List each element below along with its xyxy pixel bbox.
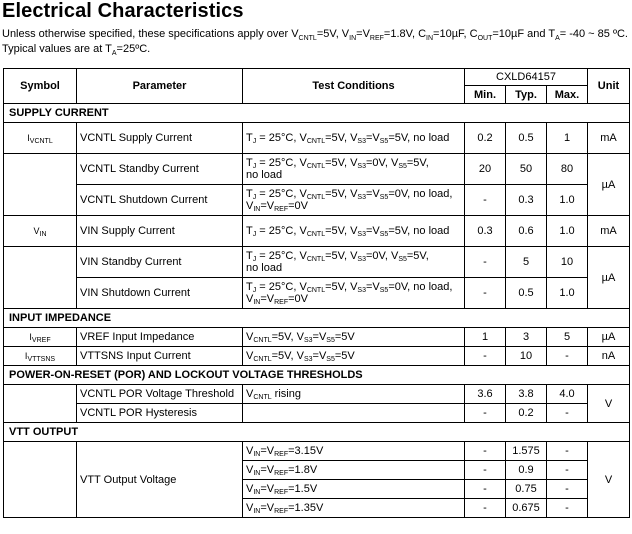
electrical-characteristics-table: [3, 68, 630, 518]
max-cell: -: [547, 347, 588, 366]
param-cell: VCNTL Standby Current: [77, 154, 243, 185]
typ-cell: 0.75: [506, 480, 547, 499]
param-cell: VCNTL POR Hysteresis: [77, 404, 243, 423]
max-cell: -: [547, 442, 588, 461]
typ-cell: 1.575: [506, 442, 547, 461]
min-cell: 20: [465, 154, 506, 185]
max-cell: 1: [547, 123, 588, 154]
unit-cell: V: [588, 385, 630, 423]
page-title: Electrical Characteristics: [2, 0, 244, 22]
max-cell: 1.0: [547, 278, 588, 309]
max-cell: 1.0: [547, 216, 588, 247]
header-max: Max.: [547, 86, 588, 104]
typ-cell: 0.9: [506, 461, 547, 480]
cond-cell: $T_J = 25^\circ C$, $V_{CNTL}=5V$, $V_{S3}=0V$, $V_{S5}=5V$, no load: [243, 247, 465, 278]
header-min: Min.: [465, 86, 506, 104]
param-cell: VCNTL Shutdown Current: [77, 185, 243, 216]
max-cell: -: [547, 480, 588, 499]
header-symbol: Symbol: [4, 69, 77, 104]
cond-cell: $V_{IN}=V_{REF}=1.8V$: [243, 461, 465, 480]
min-cell: -: [465, 247, 506, 278]
symbol-vin: $V_{IN}$: [4, 216, 77, 247]
min-cell: -: [465, 347, 506, 366]
param-cell: VREF Input Impedance: [77, 328, 243, 347]
typ-cell: 0.675: [506, 499, 547, 518]
cond-cell: $V_{IN}=V_{REF}=3.15V$: [243, 442, 465, 461]
cond-cell: $V_{CNTL}=5V$, $V_{S3}=V_{S5}=5V$: [243, 347, 465, 366]
min-cell: -: [465, 480, 506, 499]
table-row: [4, 216, 630, 247]
param-cell: VIN Standby Current: [77, 247, 243, 278]
param-cell: VCNTL Supply Current: [77, 123, 243, 154]
table-row: [4, 247, 630, 278]
min-cell: -: [465, 185, 506, 216]
symbol-empty: [4, 154, 77, 216]
symbol-empty: [4, 442, 77, 518]
typ-cell: 0.2: [506, 404, 547, 423]
unit-cell: µA: [588, 247, 630, 309]
param-cell: VTTSNS Input Current: [77, 347, 243, 366]
max-cell: 4.0: [547, 385, 588, 404]
unit-cell: mA: [588, 216, 630, 247]
cond-cell: $V_{CNTL}=5V$, $V_{S3}=V_{S5}=5V$: [243, 328, 465, 347]
param-cell: VCNTL POR Voltage Threshold: [77, 385, 243, 404]
max-cell: -: [547, 461, 588, 480]
header-part-number: CXLD64157: [465, 69, 588, 86]
typ-cell: 0.6: [506, 216, 547, 247]
min-cell: 0.2: [465, 123, 506, 154]
typ-cell: 0.5: [506, 123, 547, 154]
unit-cell: mA: [588, 123, 630, 154]
header-unit: Unit: [588, 69, 630, 104]
cond-cell: $T_J = 25^\circ C$, $V_{CNTL}=5V$, $V_{S3}=V_{S5}=0V$, no load, $V_{IN}=V_{REF}=0V$: [243, 278, 465, 309]
header-test-conditions: Test Conditions: [243, 69, 465, 104]
table-row: [4, 385, 630, 404]
min-cell: -: [465, 461, 506, 480]
param-cell: VIN Supply Current: [77, 216, 243, 247]
max-cell: 10: [547, 247, 588, 278]
typ-cell: 3: [506, 328, 547, 347]
header-typ: Typ.: [506, 86, 547, 104]
min-cell: 0.3: [465, 216, 506, 247]
typ-cell: 0.3: [506, 185, 547, 216]
typ-cell: 50: [506, 154, 547, 185]
max-cell: 1.0: [547, 185, 588, 216]
table-row: [4, 442, 630, 461]
cond-cell: $V_{IN}=V_{REF}=1.5V$: [243, 480, 465, 499]
table-row: [4, 123, 630, 154]
cond-cell: $T_J = 25^\circ C$, $V_{CNTL}=5V$, $V_{S3}=V_{S5}=5V$, no load: [243, 216, 465, 247]
unit-cell: nA: [588, 347, 630, 366]
header-parameter: Parameter: [77, 69, 243, 104]
section-input-impedance: INPUT IMPEDANCE: [4, 309, 630, 328]
intro-text: Unless otherwise specified, these specifications apply over $V_{CNTL}=5V$, $V_{IN}=V_{REF}=1.8V$, $C_{IN}=10\mu F$, $C_{OUT}=10\mu F$ and $T_A= -40$ ~ 85 ºC. Typical values are at $T_A=25ºC$.: [2, 28, 628, 57]
unit-cell: V: [588, 442, 630, 518]
min-cell: -: [465, 404, 506, 423]
cond-cell: $T_J = 25^\circ C$, $V_{CNTL}=5V$, $V_{S3}=V_{S5}=5V$, no load: [243, 123, 465, 154]
cond-cell: [243, 404, 465, 423]
cond-cell: $V_{CNTL}$ rising: [243, 385, 465, 404]
typ-cell: 10: [506, 347, 547, 366]
min-cell: -: [465, 499, 506, 518]
symbol-empty: [4, 385, 77, 423]
min-cell: -: [465, 278, 506, 309]
unit-cell: µA: [588, 154, 630, 216]
min-cell: 1: [465, 328, 506, 347]
symbol-ivcntl: $I_{VCNTL}$: [4, 123, 77, 154]
table-row: [4, 185, 630, 216]
cond-cell: $T_J = 25^\circ C$, $V_{CNTL}=5V$, $V_{S3}=0V$, $V_{S5}=5V$, no load: [243, 154, 465, 185]
table-row: [4, 347, 630, 366]
table-row: [4, 154, 630, 185]
typ-cell: 3.8: [506, 385, 547, 404]
symbol-ivref: $I_{VREF}$: [4, 328, 77, 347]
max-cell: 80: [547, 154, 588, 185]
section-por: POWER-ON-RESET (POR) AND LOCKOUT VOLTAGE THRESHOLDS: [4, 366, 630, 385]
max-cell: -: [547, 499, 588, 518]
min-cell: -: [465, 442, 506, 461]
symbol-empty: [4, 247, 77, 309]
table-row: [4, 328, 630, 347]
cond-cell: $V_{IN}=V_{REF}=1.35V$: [243, 499, 465, 518]
table-row: [4, 278, 630, 309]
max-cell: 5: [547, 328, 588, 347]
section-vtt-output: VTT OUTPUT: [4, 423, 630, 442]
min-cell: 3.6: [465, 385, 506, 404]
symbol-ivttsns: $I_{VTTSNS}$: [4, 347, 77, 366]
unit-cell: µA: [588, 328, 630, 347]
param-cell: VTT Output Voltage: [77, 442, 243, 518]
max-cell: -: [547, 404, 588, 423]
typ-cell: 5: [506, 247, 547, 278]
section-supply-current: SUPPLY CURRENT: [4, 104, 630, 123]
typ-cell: 0.5: [506, 278, 547, 309]
table-row: [4, 404, 630, 423]
param-cell: VIN Shutdown Current: [77, 278, 243, 309]
cond-cell: $T_J = 25^\circ C$, $V_{CNTL}=5V$, $V_{S3}=V_{S5}=0V$, no load, $V_{IN}=V_{REF}=0V$: [243, 185, 465, 216]
